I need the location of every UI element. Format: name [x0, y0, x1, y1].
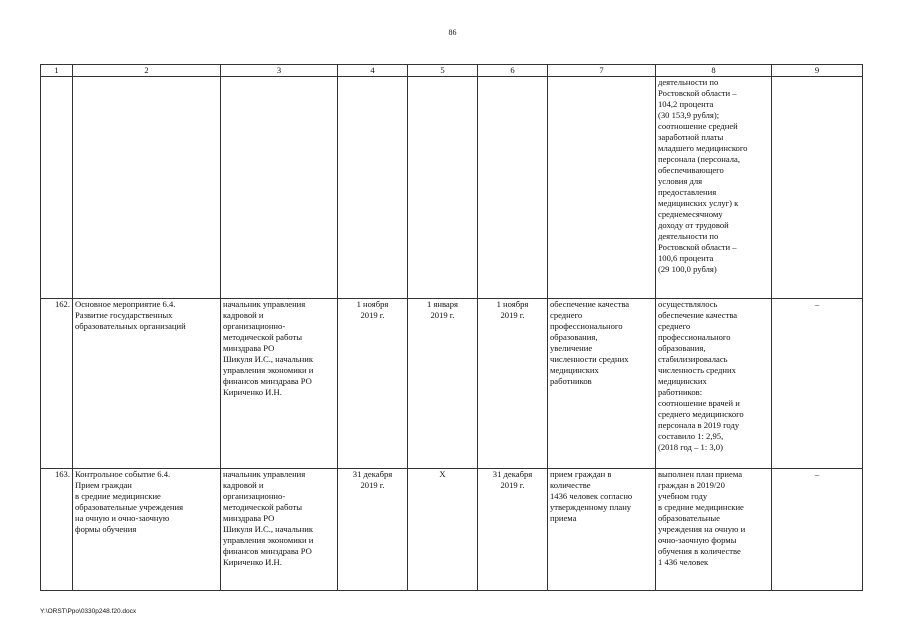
responsible-person: начальник управления кадровой и организационно- методической работы минздрава РО Шикуля И.С., начальник управления экономики и финансов минздрава РО Кириченко И.Н. [221, 469, 338, 591]
header-cell: 6 [478, 65, 548, 77]
actual-start-date [408, 77, 478, 299]
table-row [41, 299, 863, 469]
planned-start-date: 1 ноября 2019 г. [338, 299, 408, 469]
responsible-person: начальник управления кадровой и организационно- методической работы минздрава РО Шикуля И.С., начальник управления экономики и финансов минздрава РО Кириченко И.Н. [221, 299, 338, 469]
row-number [41, 77, 73, 299]
planned-end-date: 1 ноября 2019 г. [478, 299, 548, 469]
planned-start-date [338, 77, 408, 299]
planned-end-date [478, 77, 548, 299]
header-cell: 4 [338, 65, 408, 77]
planned-start-date: 31 декабря 2019 г. [338, 469, 408, 591]
planned-end-date: 31 декабря 2019 г. [478, 469, 548, 591]
measure-name: Основное мероприятие 6.4. Развитие государственных образовательных организаций [73, 299, 221, 469]
header-cell: 2 [73, 65, 221, 77]
expected-result [548, 77, 656, 299]
expected-result: прием граждан в количестве 1436 человек согласно утвержденному плану приема [548, 469, 656, 591]
actual-start-date: X [408, 469, 478, 591]
page-number: 86 [448, 28, 457, 37]
actual-result: деятельности по Ростовской области – 104,2 процента (30 153,9 рубля); соотношение средней заработной платы младшего медицинского персонала (персонала, обеспечивающего условия для предоставления медицинских услуг) к среднемесячному доходу от трудовой деятельности по Ростовской области – 100,6 процента (29 100,0 рубля) [656, 77, 772, 299]
row-number: 162. [41, 299, 73, 469]
expected-result: обеспечение качества среднего профессионального образования, увеличение численности средних медицинских работников [548, 299, 656, 469]
table-row [41, 469, 863, 591]
header-cell: 8 [656, 65, 772, 77]
actual-result: выполнен план приема граждан в 2019/20 учебном году в средние медицинские образовательные учреждения на очную и очно-заочную формы обучения в количестве 1 436 человек [656, 469, 772, 591]
header-cell: 5 [408, 65, 478, 77]
note: – [772, 299, 863, 469]
actual-start-date: 1 января 2019 г. [408, 299, 478, 469]
header-cell: 1 [41, 65, 73, 77]
header-cell: 9 [772, 65, 863, 77]
header-cell: 3 [221, 65, 338, 77]
row-number: 163. [41, 469, 73, 591]
measure-name [73, 77, 221, 299]
note: – [772, 469, 863, 591]
file-path-footer: Y:\ORST\Ppo\0330p248.f20.docx [40, 608, 137, 615]
responsible-person [221, 77, 338, 299]
column-number-header [41, 65, 863, 77]
report-table [40, 64, 863, 591]
table-row [41, 77, 863, 299]
measure-name: Контрольное событие 6.4. Прием граждан в средние медицинские образовательные учреждения на очную и очно-заочную формы обучения [73, 469, 221, 591]
note [772, 77, 863, 299]
actual-result: осуществлялось обеспечение качества среднего профессионального образования, стабилизировалась численность средних медицинских работников: соотношение врачей и среднего медицинского персонала в 2019 году составило 1: 2,95, (2018 год – 1: 3,0) [656, 299, 772, 469]
header-cell: 7 [548, 65, 656, 77]
